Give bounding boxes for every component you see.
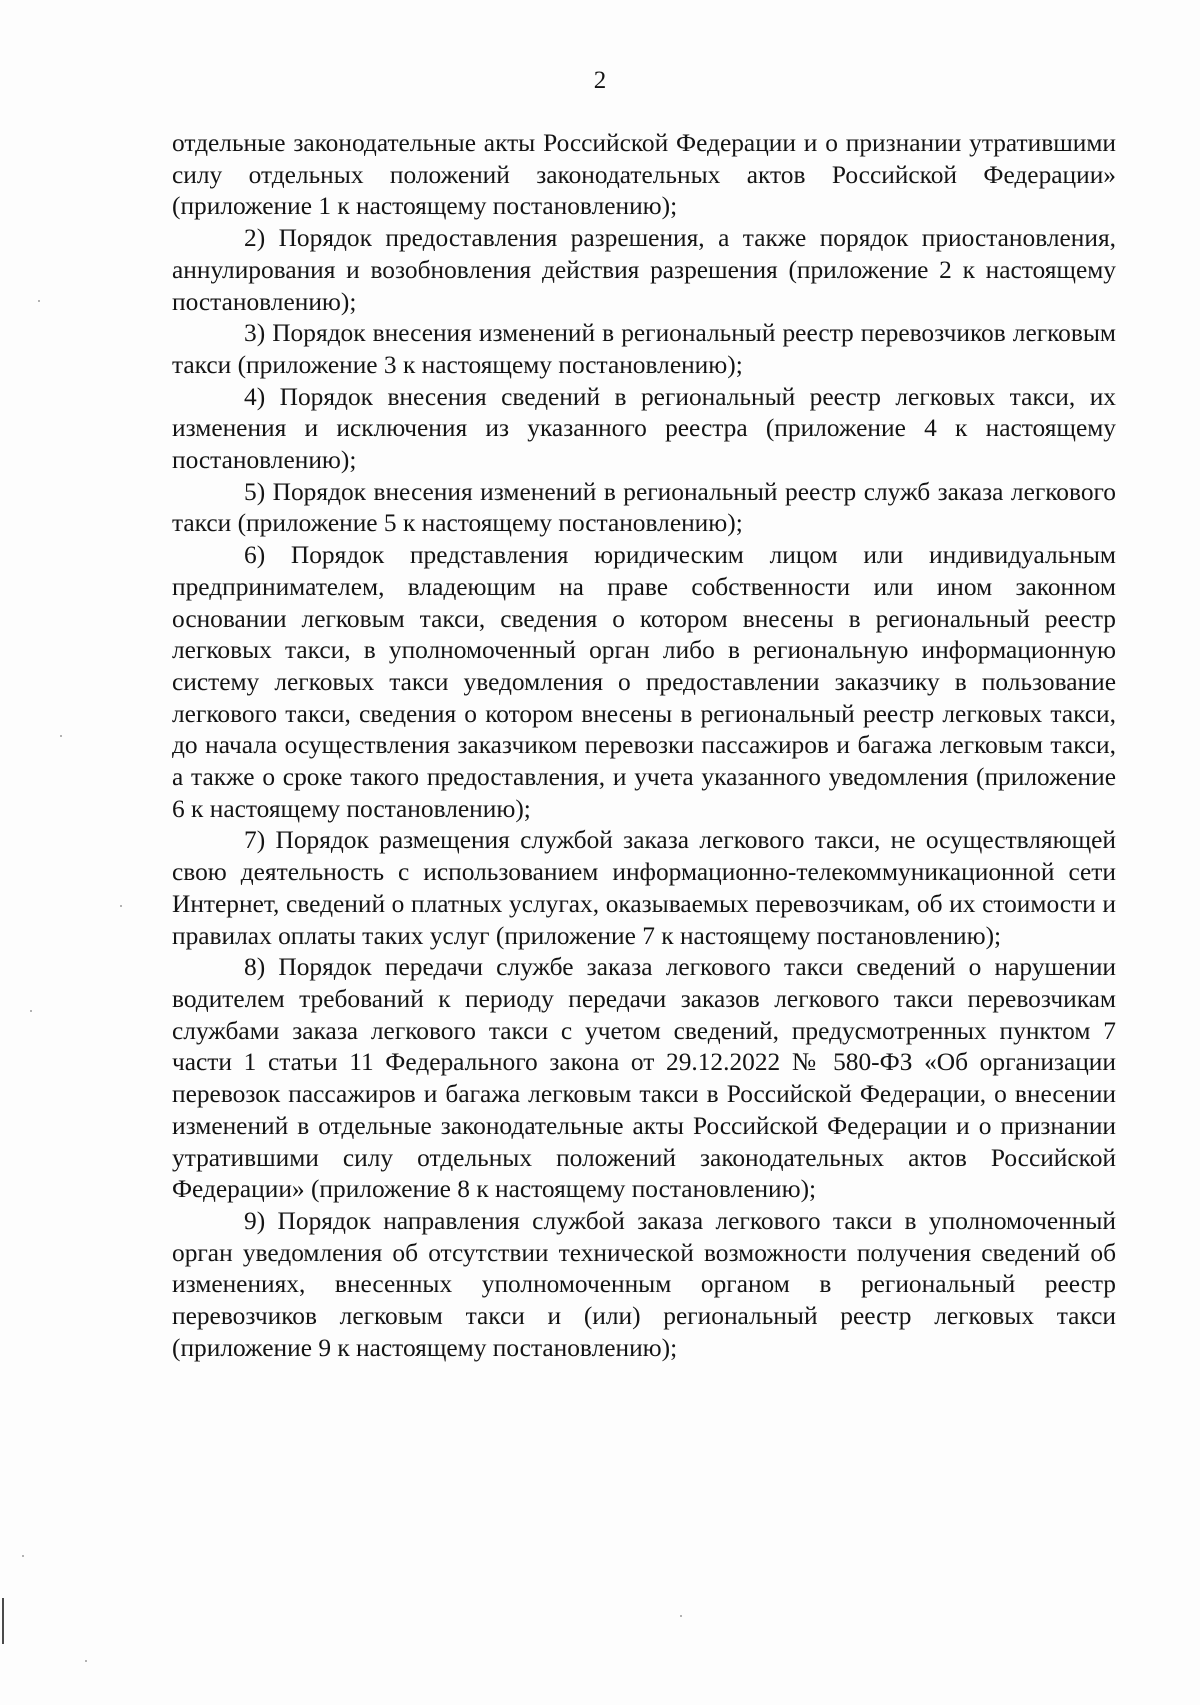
list-item-number: 7) xyxy=(244,826,266,855)
paragraph-continuation xyxy=(172,128,1116,223)
list-item-number: 2) xyxy=(244,224,266,253)
list-item-number: 6) xyxy=(244,541,266,570)
list-item-3 xyxy=(172,318,1116,381)
scan-speck xyxy=(85,1660,87,1662)
list-item-text: Порядок предоставления разрешения, а также порядок приостановления, аннулирования и возобновления действия разрешения (приложение 2 к настоящему постановлению); xyxy=(172,224,1116,316)
list-item-text: Порядок направления службой заказа легкового такси в уполномоченный орган уведомления об отсутствии технической возможности получения сведений об изменениях, внесенных уполномоченным органом в региональный реестр перевозчиков легковым такси и (или) региональный реестр легковых такси (приложение 9 к настоящему постановлению); xyxy=(172,1206,1116,1362)
list-item-6 xyxy=(172,540,1116,825)
list-item-text: Порядок внесения изменений в региональный реестр перевозчиков легковым такси (приложение 3 к настоящему постановлению); xyxy=(172,319,1116,379)
paragraph-text: отдельные законодательные акты Российской Федерации и о признании утратившими силу отдельных положений законодательных актов Российской Федерации» (приложение 1 к настоящему постановлению); xyxy=(172,129,1116,221)
list-item-7 xyxy=(172,825,1116,952)
scan-edge-mark xyxy=(2,1598,4,1644)
list-item-number: 3) xyxy=(244,319,266,348)
list-item-number: 4) xyxy=(244,382,266,411)
scan-speck xyxy=(30,1010,32,1012)
scan-speck xyxy=(120,905,122,907)
list-item-5 xyxy=(172,477,1116,540)
list-item-2 xyxy=(172,223,1116,318)
document-body xyxy=(172,128,1116,1364)
scan-speck xyxy=(680,1615,682,1617)
list-item-text: Порядок передачи службе заказа легкового такси сведений о нарушении водителем требований к периоду передачи заказов легкового такси перевозчикам службами заказа легкового такси с учетом сведений, предусмотренных пунктом 7 части 1 статьи 11 Федерального закона от 29.12.2022 № 580-ФЗ «Об организации перевозок пассажиров и багажа легковым такси в Российской Федерации, о внесении изменений в отдельные законодательные акты Российской Федерации и о признании утратившими силу отдельных положений законодательных актов Российской Федерации» (приложение 8 к настоящему постановлению); xyxy=(172,953,1116,1204)
page-number: 2 xyxy=(593,67,607,94)
list-item-text: Порядок размещения службой заказа легкового такси, не осуществляющей свою деятельность с использованием информационно-телекоммуникационной сети Интернет, сведений о платных услугах, оказываемых перевозчикам, об их стоимости и правилах оплаты таких услуг (приложение 7 к настоящему постановлению); xyxy=(172,826,1116,950)
list-item-number: 5) xyxy=(244,477,266,506)
list-item-9 xyxy=(172,1206,1116,1365)
scan-speck xyxy=(60,735,62,737)
scan-speck xyxy=(22,1555,24,1557)
list-item-8 xyxy=(172,952,1116,1206)
scan-speck xyxy=(38,300,40,302)
list-item-number: 9) xyxy=(244,1206,266,1235)
list-item-number: 8) xyxy=(244,953,266,982)
list-item-4 xyxy=(172,382,1116,477)
list-item-text: Порядок представления юридическим лицом или индивидуальным предпринимателем, владеющим на праве собственности или ином законном основании легковым такси, сведения о котором внесены в региональный реестр легковых такси, в уполномоченный орган либо в региональную информационную систему легковых такси уведомления о предоставлении заказчику в пользование легкового такси, сведения о котором внесены в региональный реестр легковых такси, до начала осуществления заказчиком перевозки пассажиров и багажа легковым такси, а также о сроке такого предоставления, и учета указанного уведомления (приложение 6 к настоящему постановлению); xyxy=(172,541,1116,823)
list-item-text: Порядок внесения сведений в региональный реестр легковых такси, их изменения и исключения из указанного реестра (приложение 4 к настоящему постановлению); xyxy=(172,382,1116,475)
list-item-text: Порядок внесения изменений в региональный реестр служб заказа легкового такси (приложение 5 к настоящему постановлению); xyxy=(172,477,1116,538)
